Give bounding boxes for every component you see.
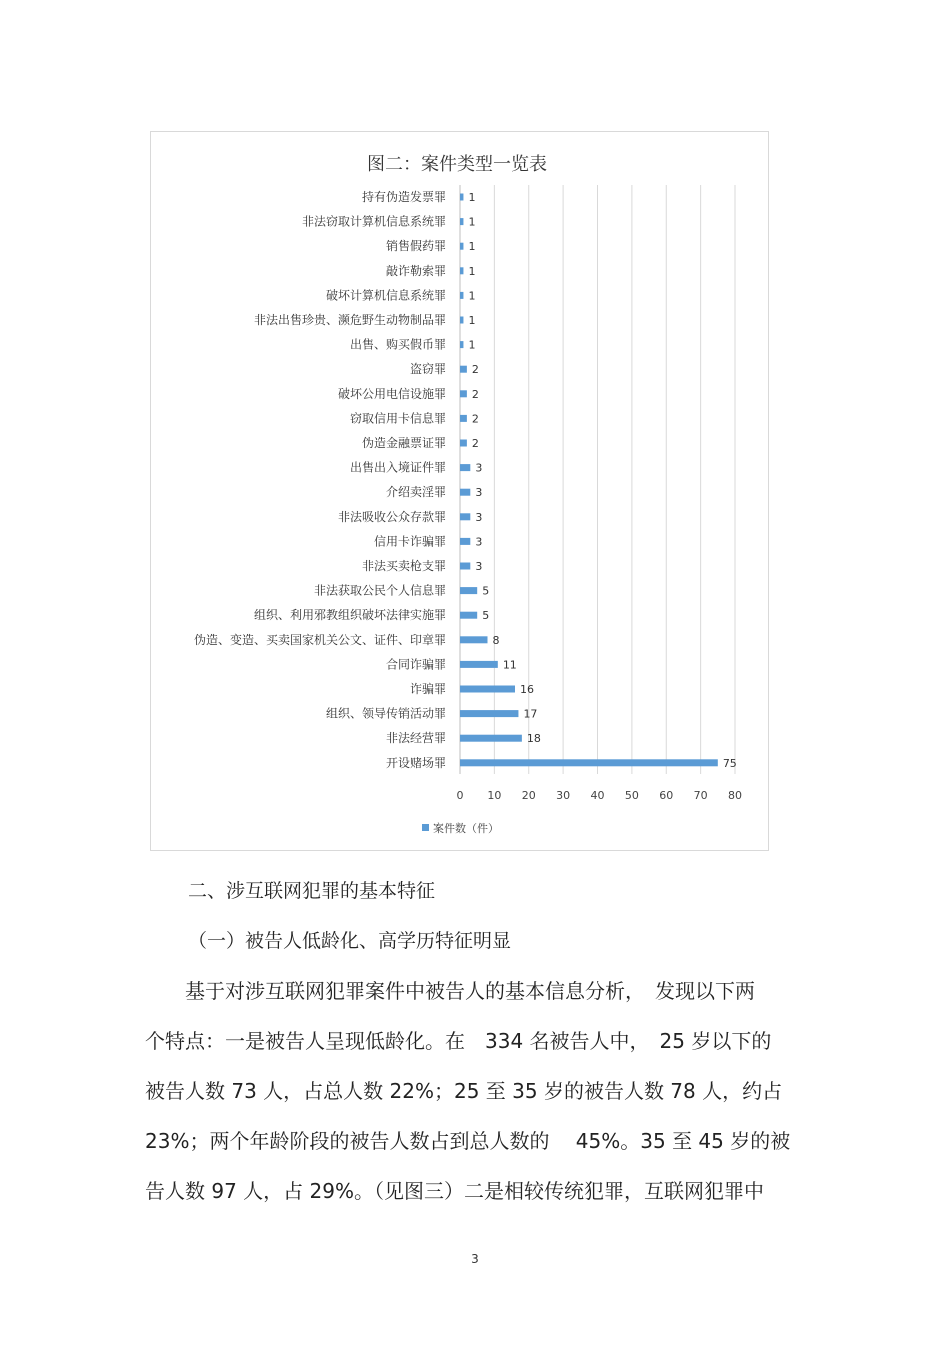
data-label: 75: [722, 756, 737, 770]
data-label: 1: [468, 289, 476, 303]
data-labels: [468, 191, 736, 770]
data-label: 3: [475, 486, 483, 500]
category-label: 非法出售珍贵、濒危野生动物制品罪: [253, 313, 446, 327]
section-heading: 二、涉互联网犯罪的基本特征: [188, 880, 436, 902]
data-label: 3: [475, 560, 483, 573]
page-number: 3: [471, 1252, 479, 1266]
body-line: 基于对涉互联网犯罪案件中被告人的基本信息分析， 发现以下两: [145, 979, 755, 1003]
category-label: 非法获取公民个人信息罪: [313, 583, 446, 598]
bar: [460, 538, 470, 545]
bar: [460, 464, 470, 471]
bar: [460, 267, 463, 274]
bar: [460, 661, 498, 668]
data-label: 8: [492, 633, 500, 647]
data-label: 2: [471, 387, 479, 401]
category-label: 窃取信用卡信息罪: [349, 411, 446, 426]
bar: [460, 759, 718, 766]
bar: [460, 710, 518, 717]
category-label: 敲诈勒索罪: [385, 263, 446, 278]
category-label: 出售出入境证件罪: [349, 460, 446, 475]
bar: [460, 194, 463, 201]
bar: [460, 563, 470, 570]
data-label: 2: [471, 363, 479, 377]
x-tick-label: 60: [659, 789, 674, 802]
x-tick-label: 40: [590, 789, 605, 802]
x-tick-label: 70: [693, 789, 708, 802]
data-label: 5: [482, 584, 490, 598]
bar: [460, 415, 467, 422]
category-label: 合同诈骗罪: [385, 657, 446, 672]
data-label: 16: [520, 683, 534, 696]
bar: [460, 587, 477, 594]
bar: [460, 366, 467, 373]
chart-figure: [150, 131, 769, 851]
category-label: 组织、领导传销活动罪: [325, 706, 446, 721]
bar: [460, 317, 463, 324]
bar: [460, 341, 463, 348]
data-label: 3: [475, 510, 483, 524]
data-label: 18: [526, 732, 541, 746]
category-label: 非法窃取计算机信息系统罪: [301, 214, 446, 229]
bar: [460, 218, 463, 225]
category-label: 持有伪造发票罪: [361, 190, 446, 204]
data-label: 3: [475, 461, 483, 475]
x-tick-label: 30: [556, 789, 571, 802]
category-label: 破坏公用电信设施罪: [337, 386, 446, 401]
category-label: 破坏计算机信息系统罪: [325, 288, 446, 303]
category-label: 出售、购买假币罪: [349, 337, 446, 352]
x-tick-label: 0: [456, 789, 464, 802]
data-label: 5: [482, 609, 490, 623]
x-tick-label: 20: [521, 789, 536, 802]
bar: [460, 513, 470, 520]
x-tick-label: 10: [487, 789, 502, 802]
body-paragraph: [145, 966, 805, 1216]
category-label: 开设赌场罪: [385, 755, 446, 770]
category-label: 非法买卖枪支罪: [361, 559, 446, 573]
bar: [460, 489, 470, 496]
subsection-heading: （一）被告人低龄化、高学历特征明显: [188, 930, 512, 952]
bar-chart: [151, 132, 768, 850]
bar: [460, 612, 477, 619]
x-tick-label: 50: [624, 789, 639, 802]
category-labels: [194, 189, 446, 770]
data-label: 11: [502, 658, 517, 672]
body-line: 个特点：一是被告人呈现低龄化。在 334 名被告人中， 25 岁以下的: [145, 1029, 772, 1053]
bar: [460, 686, 515, 693]
category-label: 组织、利用邪教组织破坏法律实施罪: [253, 608, 446, 623]
data-label: 1: [468, 338, 476, 352]
bars: [460, 194, 718, 767]
body-line: 23%；两个年龄阶段的被告人数占到总人数的 45%。35 至 45 岁的被: [145, 1129, 791, 1153]
category-label: 诈骗罪: [409, 682, 446, 696]
body-line: 告人数 97 人，占 29%。（见图三）二是相较传统犯罪，互联网犯罪中: [145, 1179, 764, 1203]
category-label: 介绍卖淫罪: [385, 485, 446, 500]
data-label: 2: [471, 412, 479, 426]
category-label: 非法经营罪: [385, 731, 446, 746]
data-label: 1: [468, 215, 476, 229]
data-label: 17: [523, 707, 538, 721]
data-label: 1: [468, 314, 476, 327]
data-label: 1: [468, 264, 476, 278]
category-label: 伪造金融票证罪: [361, 436, 446, 450]
bar: [460, 735, 522, 742]
legend-label: 案件数（件）: [433, 822, 499, 835]
legend: [422, 821, 499, 835]
data-label: 1: [468, 240, 476, 254]
data-label: 2: [471, 437, 479, 450]
bar: [460, 636, 488, 643]
bar: [460, 440, 467, 447]
bar: [460, 243, 463, 250]
chart-title: 图二：案件类型一览表: [367, 154, 547, 175]
data-label: 3: [475, 535, 483, 549]
category-label: 盗窃罪: [409, 362, 446, 377]
category-label: 伪造、变造、买卖国家机关公文、证件、印章罪: [193, 632, 446, 647]
data-label: 1: [468, 191, 476, 204]
category-label: 信用卡诈骗罪: [373, 534, 446, 549]
category-label: 销售假药罪: [385, 239, 446, 254]
bar: [460, 292, 463, 299]
bar: [460, 390, 467, 397]
category-label: 非法吸收公众存款罪: [337, 509, 446, 524]
legend-swatch: [422, 824, 429, 831]
x-tick-labels: [457, 789, 743, 802]
x-tick-label: 80: [728, 789, 742, 802]
body-line: 被告人数 73 人，占总人数 22%；25 至 35 岁的被告人数 78 人，约占: [145, 1079, 783, 1103]
